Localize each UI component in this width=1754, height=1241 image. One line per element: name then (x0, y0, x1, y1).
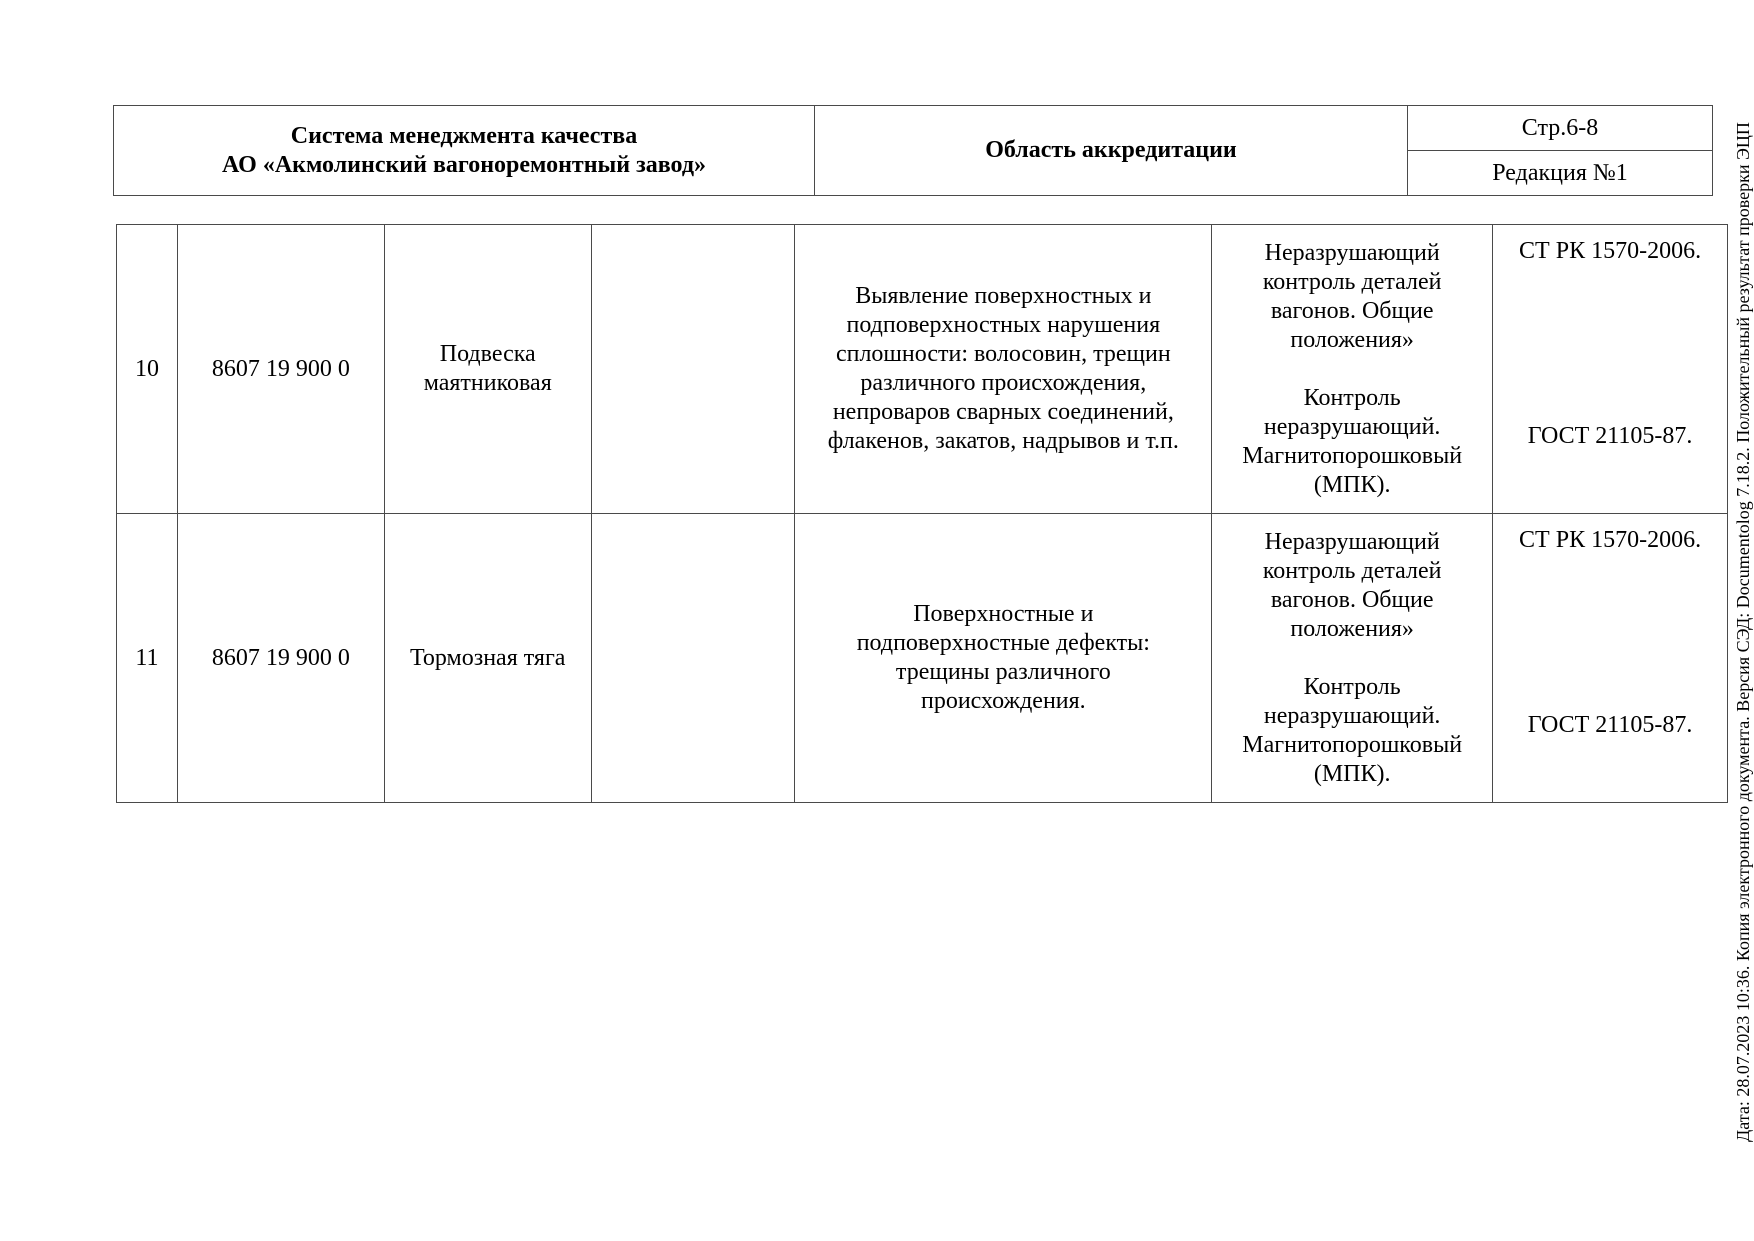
document-title: Область аккредитации (815, 106, 1408, 196)
row-number: 10 (117, 225, 178, 514)
organization-cell (114, 106, 815, 196)
electronic-signature-note: Дата: 28.07.2023 10:36. Копия электронного документа. Версия СЭД: Documentolog 7.18.2. Положительный результат проверки ЭЦП (1733, 122, 1753, 1142)
method-cell (1212, 225, 1493, 514)
standards-cell (1493, 225, 1728, 514)
empty-cell (591, 514, 795, 803)
standards-cell (1493, 514, 1728, 803)
method-cell (1212, 514, 1493, 803)
standard-gost: ГОСТ 21105-87. (1527, 712, 1693, 738)
method-general: Неразрушающий контроль деталей вагонов. Общие положения» (1262, 239, 1442, 353)
organization-line-1: Система менеджмента качества (290, 122, 638, 149)
revision-number: Редакция №1 (1408, 151, 1713, 196)
standard-st-rk: СТ РК 1570-2006. (1519, 527, 1702, 553)
method-general: Неразрушающий контроль деталей вагонов. Общие положения» (1262, 528, 1442, 642)
product-name: Тормозная тяга (384, 514, 591, 803)
table-row (117, 514, 1728, 803)
row-number: 11 (117, 514, 178, 803)
product-code: 8607 19 900 0 (177, 514, 384, 803)
product-name: Подвеска маятниковая (384, 225, 591, 514)
method-mpk: Контроль неразрушающий. Магнитопорошковый (МПК). (1242, 384, 1463, 498)
defects-description: Поверхностные и подповерхностные дефекты: трещины различного происхождения. (795, 514, 1212, 803)
page-number: Стр.6-8 (1408, 106, 1713, 151)
product-code: 8607 19 900 0 (177, 225, 384, 514)
empty-cell (591, 225, 795, 514)
table-row (117, 225, 1728, 514)
document-header (113, 105, 1713, 196)
accreditation-table (116, 224, 1728, 803)
method-mpk: Контроль неразрушающий. Магнитопорошковый (МПК). (1242, 673, 1463, 787)
standard-st-rk: СТ РК 1570-2006. (1519, 238, 1702, 264)
organization-line-2: АО «Акмолинский вагоноремонтный завод» (222, 151, 706, 178)
standard-gost: ГОСТ 21105-87. (1527, 423, 1693, 449)
defects-description: Выявление поверхностных и подповерхностных нарушения сплошности: волосовин, трещин различного происхождения, непроваров сварных соединений, флакенов, закатов, надрывов и т.п. (795, 225, 1212, 514)
